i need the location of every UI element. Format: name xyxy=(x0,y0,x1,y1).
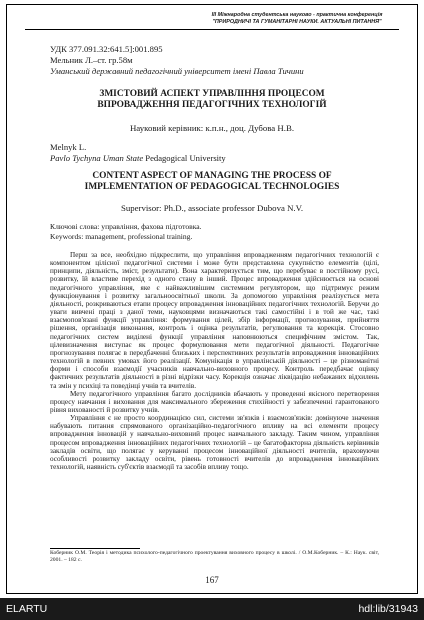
university-en-rest: Pedagogical University xyxy=(143,153,226,163)
paragraph: Перш за все, необхідно підкреслити, що управління впровадженням педагогічних технологій є компонентом цілісної педагогічної системи і може бути представлена сукупністю елементів (цілі, принципи, діяльність, зміст, результати). Вона характеризується тим, що перебуває в постійному русі, розвитку, їй властиве перехід з одного стану в інший. Процес впровадження здійснюється на основі педагогічного управління, яке є найважливішим системним регулятором, що підтримує режим функціонування і розвитку загальноосвітньої школи. За допомогою управління реалізується мета діяльності, розкриваються етапи процесу впровадження інноваційних педагогічних технологій. Беручи до уваги вивчені праці з даної теми, науковцями визначаються такі самостійні і в той же час, такі взаємопов'язані функції управління: формування цілей, збір інформації, прогнозування, прийняття рішення, організація виконання, контроль і оцінка результатів, регулювання та корекція. Стосовно педагогічних систем виділені функції управління наповнюються специфічним змістом. Так, цілевизначення виступає як процес формулювання мети педагогічної діяльності. Педагогічне прогнозування полягає в передбаченні близьких і перспективних результатів впровадження інноваційних технологій в певних умовах його реалізації. Комунікація в управлінській діяльності – це різноманітні форми і способи взаємодії учасників навчально-виховного процесу. Контроль передбачає оцінку фактичних результатів діяльності в різні відрізки часу. Корекція означає ліквідацію небажаних відхилень та змін у психіці та поведінці учнів та вчителів. xyxy=(50,251,379,390)
repository-name: ELARTU xyxy=(6,603,48,615)
conference-header xyxy=(197,12,397,26)
title-en-line1: CONTENT ASPECT OF MANAGING THE PROCESS OF xyxy=(92,171,332,181)
author-ua: Мельник Л.–ст. гр.58м xyxy=(50,55,133,65)
university-en-italic: Pavlo Tychyna Uman State xyxy=(50,153,144,163)
header-divider xyxy=(25,29,399,30)
footnote: Коберник О.М. Теорія і методика психолого-педагогічного проектування виховного процесу в школі. / О.М.Коберник. – К.: Наук. світ, 2001. – 182 с. xyxy=(50,550,379,563)
handle-id: hdl:lib/31943 xyxy=(358,603,418,615)
paragraph: Управління є не просто координацією сил, системи зв'язків і взаємозв'язків: домінуюче значення набувають питання спрямованого організаційно-педагогічного впливу на всі елементи процесу впровадження інновацій у навчально-виховний процес навчального закладу. Таким чином, управління процесом впровадження інноваційних педагогічних технологій – це багатофакторна діяльність керівників закладів освіти, що полягає у керуванні процесом інноваційної діяльності вчителів, враховуючи особливості розвитку закладу освіти, рівень готовності вчителів до впровадження інноваційних технологій, наявність суб'єктів взаємодії та засобів впливу тощо. xyxy=(50,414,379,472)
author-en: Melnyk L. xyxy=(50,142,87,152)
supervisor-ua: Науковий керівник: к.п.н., доц. Дубова Н.В. xyxy=(129,123,295,133)
title-ua-line2: ВПРОВАДЖЕННЯ ПЕДАГОГІЧНИХ ТЕХНОЛОГІЙ xyxy=(97,100,327,110)
paragraph: Мету педагогічного управління багато дослідників вбачають у проведенні якісного перетворення процесу навчання і виховання для максимального збереження стихійності у забезпеченні гарантованого рівня вихованості й розвитку учнів. xyxy=(50,389,379,414)
supervisor-en: Supervisor: Ph.D., associate professor Dubova N.V. xyxy=(120,203,304,213)
university-en xyxy=(50,153,226,164)
keywords-en: Keywords: management, professional training. xyxy=(50,232,193,241)
conference-header-line1: III Міжнародна студентська науково - практична конференція xyxy=(211,12,383,18)
footnote-divider xyxy=(50,548,140,549)
title-en xyxy=(27,171,397,193)
conference-header-line2: "ПРИРОДНИЧІ ТА ГУМАНІТАРНІ НАУКИ. АКТУАЛЬНІ ПИТАННЯ" xyxy=(212,18,382,25)
article-body xyxy=(50,251,379,471)
title-en-line2: IMPLEMENTATION OF PEDAGOGICAL TECHNOLOGIES xyxy=(84,182,340,192)
repository-bar xyxy=(0,598,424,620)
document-page xyxy=(6,4,418,594)
udk-code: УДК 377.091.32:641.5]:001.895 xyxy=(50,44,163,54)
title-ua xyxy=(27,89,397,111)
title-ua-line1: ЗМІСТОВИЙ АСПЕКТ УПРАВЛІННЯ ПРОЦЕСОМ xyxy=(99,89,325,99)
university-ua: Уманський державний педагогічний університет імені Павла Тичини xyxy=(50,66,304,76)
keywords-ua: Ключові слова: управління, фахова підготовка. xyxy=(50,222,202,231)
page-number: 167 xyxy=(205,575,219,585)
